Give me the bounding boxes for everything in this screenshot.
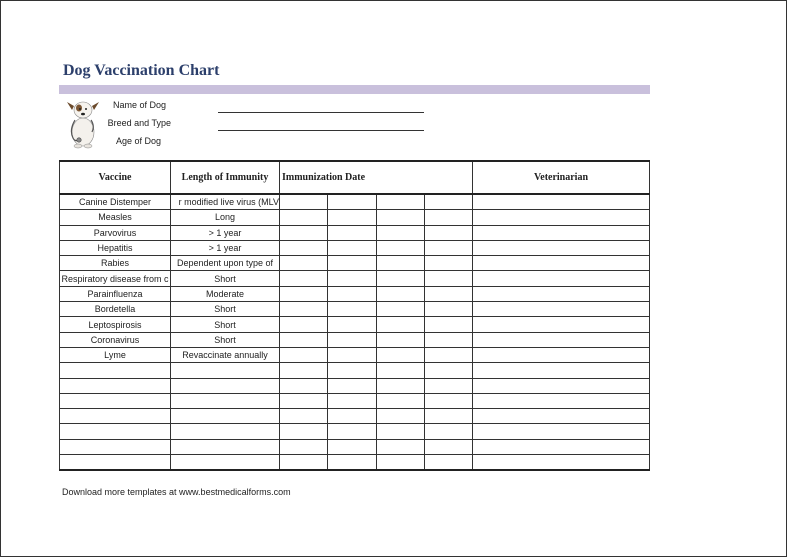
- vaccine-cell[interactable]: [60, 424, 171, 439]
- title-band: [59, 85, 650, 94]
- immunization-date-cell[interactable]: [425, 439, 473, 454]
- table-row: [60, 240, 650, 255]
- immunization-date-cell[interactable]: [425, 409, 473, 424]
- immunization-date-cell[interactable]: [377, 378, 425, 393]
- immunization-date-cell[interactable]: [328, 210, 377, 225]
- immunization-date-cell[interactable]: [328, 439, 377, 454]
- immunization-date-cell[interactable]: [280, 363, 328, 378]
- immunization-date-cell[interactable]: [328, 424, 377, 439]
- vaccine-cell[interactable]: [60, 363, 171, 378]
- immunization-date-cell[interactable]: [425, 271, 473, 286]
- immunization-date-cell[interactable]: [377, 256, 425, 271]
- vaccine-cell[interactable]: [60, 378, 171, 393]
- immunization-date-cell[interactable]: [328, 378, 377, 393]
- table-row: [60, 302, 650, 317]
- immunization-date-cell[interactable]: [328, 194, 377, 210]
- header-immunization-date: Immunization Date: [280, 161, 473, 194]
- veterinarian-cell[interactable]: [473, 194, 650, 210]
- immunization-date-cell[interactable]: [280, 455, 328, 471]
- vaccine-cell[interactable]: Canine Distemper: [60, 194, 171, 210]
- vaccine-cell[interactable]: Hepatitis: [60, 240, 171, 255]
- immunization-date-cell[interactable]: [280, 378, 328, 393]
- length-of-immunity-cell[interactable]: Short: [171, 317, 280, 332]
- immunization-date-cell[interactable]: [425, 256, 473, 271]
- veterinarian-cell[interactable]: [473, 455, 650, 471]
- vaccine-cell[interactable]: Measles: [60, 210, 171, 225]
- immunization-date-cell[interactable]: [377, 240, 425, 255]
- length-of-immunity-cell[interactable]: [171, 455, 280, 471]
- table-row: [60, 424, 650, 439]
- veterinarian-cell[interactable]: [473, 424, 650, 439]
- immunization-date-cell[interactable]: [425, 286, 473, 301]
- breed-and-type-field[interactable]: [218, 130, 424, 131]
- table-row: [60, 317, 650, 332]
- header-veterinarian: Veterinarian: [473, 161, 650, 194]
- immunization-date-cell[interactable]: [280, 302, 328, 317]
- immunization-date-cell[interactable]: [328, 332, 377, 347]
- immunization-date-cell[interactable]: [377, 455, 425, 471]
- immunization-date-cell[interactable]: [377, 210, 425, 225]
- length-of-immunity-cell[interactable]: Long: [171, 210, 280, 225]
- immunization-date-cell[interactable]: [328, 317, 377, 332]
- name-of-dog-field[interactable]: [218, 112, 424, 113]
- table-row: [60, 225, 650, 240]
- length-of-immunity-cell[interactable]: Short: [171, 302, 280, 317]
- immunization-date-cell[interactable]: [377, 225, 425, 240]
- immunization-date-cell[interactable]: [280, 393, 328, 408]
- immunization-date-cell[interactable]: [377, 286, 425, 301]
- immunization-date-cell[interactable]: [280, 439, 328, 454]
- vaccine-cell[interactable]: Coronavirus: [60, 332, 171, 347]
- veterinarian-cell[interactable]: [473, 363, 650, 378]
- table-header-row: [60, 161, 650, 194]
- immunization-date-cell[interactable]: [328, 409, 377, 424]
- immunization-date-cell[interactable]: [377, 363, 425, 378]
- length-of-immunity-cell[interactable]: > 1 year: [171, 240, 280, 255]
- immunization-date-cell[interactable]: [328, 363, 377, 378]
- immunization-date-cell[interactable]: [425, 225, 473, 240]
- immunization-date-cell[interactable]: [328, 240, 377, 255]
- table-row: [60, 363, 650, 378]
- veterinarian-cell[interactable]: [473, 439, 650, 454]
- immunization-date-cell[interactable]: [377, 194, 425, 210]
- immunization-date-cell[interactable]: [328, 455, 377, 471]
- vaccine-cell[interactable]: Parainfluenza: [60, 286, 171, 301]
- length-of-immunity-cell[interactable]: [171, 439, 280, 454]
- veterinarian-cell[interactable]: [473, 286, 650, 301]
- name-of-dog-label: Name of Dog: [112, 100, 166, 110]
- length-of-immunity-cell[interactable]: Short: [171, 332, 280, 347]
- immunization-date-cell[interactable]: [280, 225, 328, 240]
- veterinarian-cell[interactable]: [473, 210, 650, 225]
- immunization-date-cell[interactable]: [328, 347, 377, 362]
- immunization-date-cell[interactable]: [377, 332, 425, 347]
- table-row: [60, 409, 650, 424]
- length-of-immunity-cell[interactable]: Moderate: [171, 286, 280, 301]
- vaccine-cell[interactable]: [60, 439, 171, 454]
- table-row: [60, 347, 650, 362]
- immunization-date-cell[interactable]: [425, 210, 473, 225]
- vaccine-cell[interactable]: Rabies: [60, 256, 171, 271]
- immunization-date-cell[interactable]: [280, 347, 328, 362]
- table-row: [60, 455, 650, 471]
- immunization-date-cell[interactable]: [377, 439, 425, 454]
- immunization-date-cell[interactable]: [328, 225, 377, 240]
- length-of-immunity-cell[interactable]: > 1 year: [171, 225, 280, 240]
- immunization-date-cell[interactable]: [280, 317, 328, 332]
- table-row: [60, 286, 650, 301]
- veterinarian-cell[interactable]: [473, 225, 650, 240]
- breed-and-type-label: Breed and Type: [107, 118, 171, 128]
- veterinarian-cell[interactable]: [473, 332, 650, 347]
- page-title: Dog Vaccination Chart: [63, 62, 220, 79]
- header-length-of-immunity: Length of Immunity: [171, 161, 280, 194]
- veterinarian-cell[interactable]: [473, 378, 650, 393]
- immunization-date-cell[interactable]: [280, 256, 328, 271]
- veterinarian-cell[interactable]: [473, 256, 650, 271]
- immunization-date-cell[interactable]: [280, 332, 328, 347]
- length-of-immunity-cell[interactable]: [171, 363, 280, 378]
- immunization-date-cell[interactable]: [280, 286, 328, 301]
- immunization-date-cell[interactable]: [425, 302, 473, 317]
- vaccine-cell[interactable]: Leptospirosis: [60, 317, 171, 332]
- immunization-date-cell[interactable]: [377, 271, 425, 286]
- immunization-date-cell[interactable]: [425, 363, 473, 378]
- immunization-date-cell[interactable]: [328, 286, 377, 301]
- table-row: [60, 393, 650, 408]
- vaccine-cell[interactable]: Lyme: [60, 347, 171, 362]
- immunization-date-cell[interactable]: [377, 347, 425, 362]
- footer-note: Download more templates at www.bestmedicalforms.com: [62, 487, 291, 497]
- immunization-date-cell[interactable]: [280, 240, 328, 255]
- immunization-date-cell[interactable]: [425, 194, 473, 210]
- immunization-date-cell[interactable]: [280, 210, 328, 225]
- length-of-immunity-cell[interactable]: [171, 424, 280, 439]
- vaccination-table: [59, 160, 650, 471]
- immunization-date-cell[interactable]: [377, 317, 425, 332]
- length-of-immunity-cell[interactable]: r modified live virus (MLV: [171, 194, 280, 210]
- table-row: [60, 439, 650, 454]
- length-of-immunity-cell[interactable]: [171, 393, 280, 408]
- veterinarian-cell[interactable]: [473, 347, 650, 362]
- veterinarian-cell[interactable]: [473, 317, 650, 332]
- immunization-date-cell[interactable]: [425, 317, 473, 332]
- immunization-date-cell[interactable]: [425, 455, 473, 471]
- immunization-date-cell[interactable]: [280, 194, 328, 210]
- length-of-immunity-cell[interactable]: Short: [171, 271, 280, 286]
- vaccine-cell[interactable]: Respiratory disease from c: [60, 271, 171, 286]
- immunization-date-cell[interactable]: [280, 409, 328, 424]
- immunization-date-cell[interactable]: [425, 332, 473, 347]
- veterinarian-cell[interactable]: [473, 271, 650, 286]
- table-row: [60, 378, 650, 393]
- immunization-date-cell[interactable]: [328, 271, 377, 286]
- length-of-immunity-cell[interactable]: Dependent upon type of: [171, 256, 280, 271]
- vaccine-cell[interactable]: [60, 455, 171, 471]
- veterinarian-cell[interactable]: [473, 393, 650, 408]
- table-row: [60, 256, 650, 271]
- vaccine-cell[interactable]: [60, 393, 171, 408]
- veterinarian-cell[interactable]: [473, 240, 650, 255]
- immunization-date-cell[interactable]: [377, 424, 425, 439]
- immunization-date-cell[interactable]: [425, 378, 473, 393]
- immunization-date-cell[interactable]: [425, 424, 473, 439]
- table-row: [60, 271, 650, 286]
- veterinarian-cell[interactable]: [473, 302, 650, 317]
- immunization-date-cell[interactable]: [328, 393, 377, 408]
- table-row: [60, 332, 650, 347]
- immunization-date-cell[interactable]: [377, 393, 425, 408]
- vaccine-cell[interactable]: Parvovirus: [60, 225, 171, 240]
- immunization-date-cell[interactable]: [425, 240, 473, 255]
- veterinarian-cell[interactable]: [473, 409, 650, 424]
- immunization-date-cell[interactable]: [425, 393, 473, 408]
- length-of-immunity-cell[interactable]: [171, 378, 280, 393]
- vaccine-cell[interactable]: Bordetella: [60, 302, 171, 317]
- immunization-date-cell[interactable]: [280, 424, 328, 439]
- table-row: [60, 194, 650, 210]
- immunization-date-cell[interactable]: [377, 302, 425, 317]
- age-of-dog-label: Age of Dog: [115, 136, 161, 146]
- table-row: [60, 210, 650, 225]
- immunization-date-cell[interactable]: [328, 256, 377, 271]
- immunization-date-cell[interactable]: [280, 271, 328, 286]
- immunization-date-cell[interactable]: [328, 302, 377, 317]
- header-vaccine: Vaccine: [60, 161, 171, 194]
- vaccine-cell[interactable]: [60, 409, 171, 424]
- immunization-date-cell[interactable]: [425, 347, 473, 362]
- length-of-immunity-cell[interactable]: Revaccinate annually: [171, 347, 280, 362]
- immunization-date-cell[interactable]: [377, 409, 425, 424]
- length-of-immunity-cell[interactable]: [171, 409, 280, 424]
